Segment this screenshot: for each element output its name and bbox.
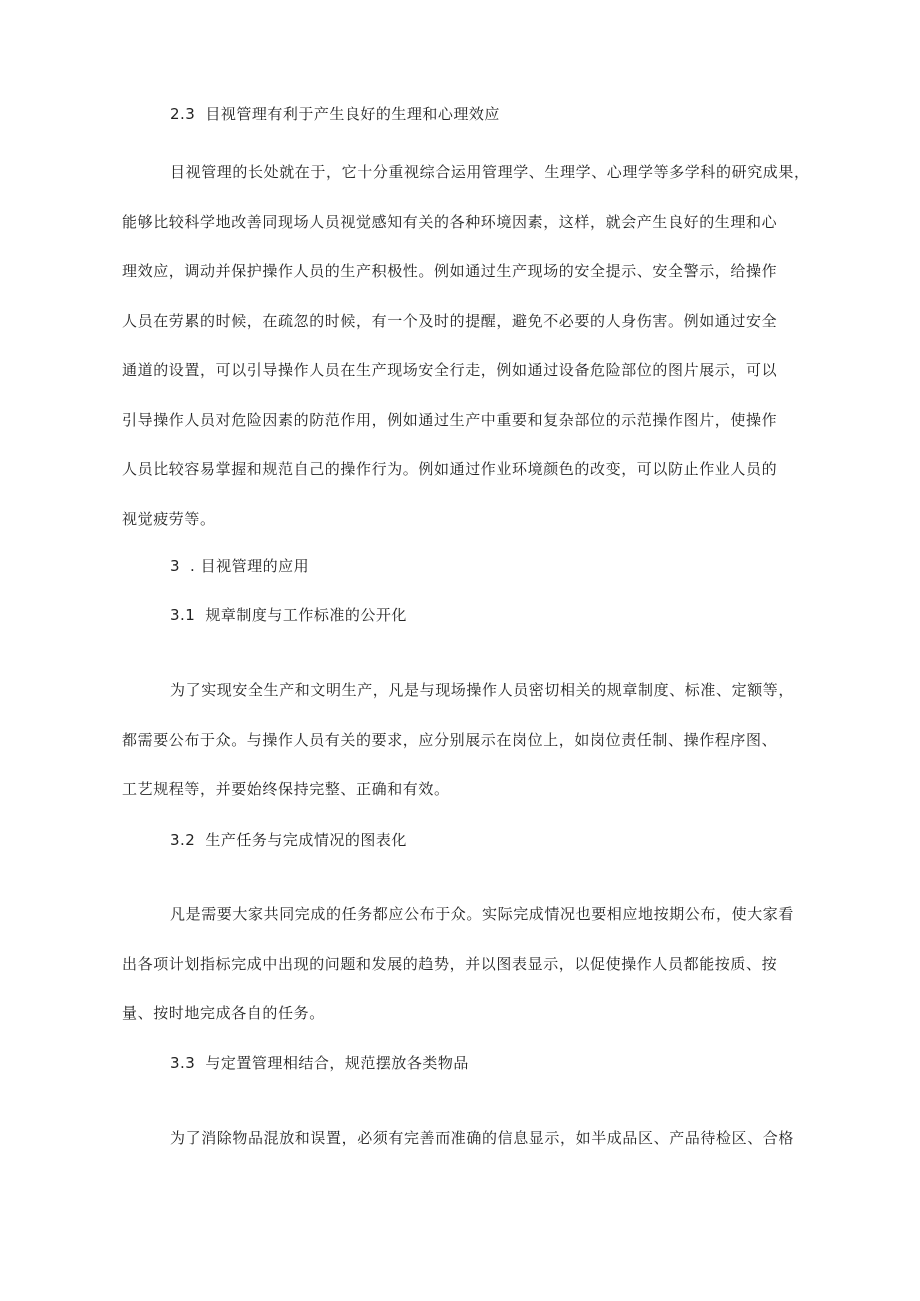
paragraph-line: 目视管理的长处就在于，它十分重视综合运用管理学、生理学、心理学等多学科的研究成果，: [170, 163, 810, 181]
paragraph-3-1: [122, 679, 802, 800]
paragraph-line: 工艺规程等，并要始终保持完整、正确和有效。: [122, 780, 450, 798]
paragraph-line: 理效应，调动并保护操作人员的生产积极性。例如通过生产现场的安全提示、安全警示，给操作: [122, 262, 778, 280]
paragraph-line: 凡是需要大家共同完成的任务都应公布于众。实际完成情况也要相应地按期公布，使大家看: [170, 905, 795, 923]
paragraph-2-3: [122, 161, 810, 530]
section-title: 与定置管理相结合，规范摆放各类物品: [205, 1054, 469, 1072]
paragraph-line: 都需要公布于众。与操作人员有关的要求，应分别展示在岗位上，如岗位责任制、操作程序图、: [122, 730, 778, 749]
section-number: 3.2: [170, 831, 196, 849]
paragraph-line: 能够比较科学地改善同现场人员视觉感知有关的各种环境因素，这样，就会产生良好的生理和心: [122, 212, 778, 231]
section-heading-3-1: [170, 604, 407, 626]
section-title: 目视管理有利于产生良好的生理和心理效应: [205, 105, 500, 123]
section-number: 3: [170, 557, 181, 575]
paragraph-line: 出各项计划指标完成中出现的问题和发展的趋势，并以图表显示，以促使操作人员都能按质、按: [122, 954, 778, 973]
section-heading-3-3: [170, 1052, 469, 1074]
section-title: . 目视管理的应用: [190, 557, 310, 575]
section-number: 3.3: [170, 1054, 196, 1072]
section-title: 规章制度与工作标准的公开化: [205, 606, 407, 624]
section-heading-2-3: [170, 103, 500, 125]
paragraph-line: 量、按时地完成各自的任务。: [122, 1004, 325, 1022]
section-title: 生产任务与完成情况的图表化: [205, 831, 407, 849]
section-number: 3.1: [170, 606, 196, 624]
paragraph-3-2: [122, 903, 802, 1024]
section-heading-3-2: [170, 829, 407, 851]
section-heading-3: [170, 555, 309, 577]
paragraph-line: 通道的设置，可以引导操作人员在生产现场安全行走，例如通过设备危险部位的图片展示，可以: [122, 361, 778, 379]
paragraph-line: 为了消除物品混放和误置，必须有完善而准确的信息显示，如半成品区、产品待检区、合格: [170, 1129, 795, 1147]
paragraph-line: 为了实现安全生产和文明生产，凡是与现场操作人员密切相关的规章制度、标准、定额等，: [170, 681, 795, 699]
section-number: 2.3: [170, 105, 196, 123]
paragraph-line: 引导操作人员对危险因素的防范作用，例如通过生产中重要和复杂部位的示范操作图片，使操作: [122, 410, 778, 429]
paragraph-3-3: [122, 1127, 802, 1149]
paragraph-line: 人员比较容易掌握和规范自己的操作行为。例如通过作业环境颜色的改变，可以防止作业人员的: [122, 460, 778, 478]
paragraph-line: 视觉疲劳等。: [122, 509, 216, 528]
paragraph-line: 人员在劳累的时候，在疏忽的时候，有一个及时的提醒，避免不必要的人身伤害。例如通过安全: [122, 311, 778, 330]
